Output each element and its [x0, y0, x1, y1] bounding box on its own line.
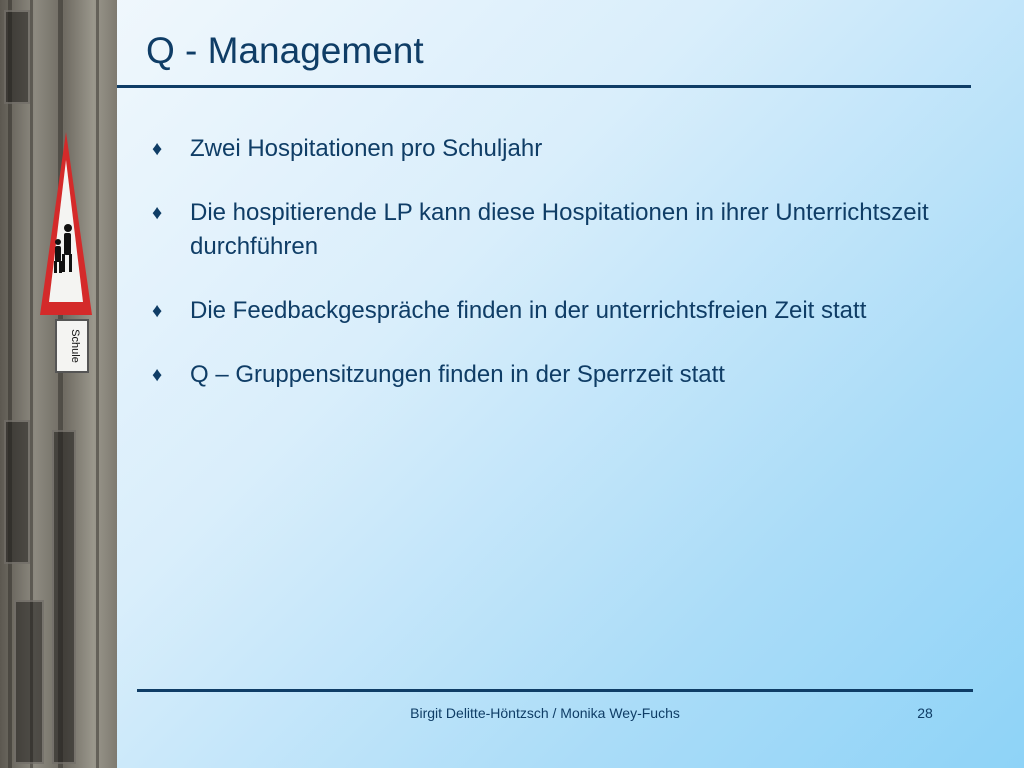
bullet-text: Die hospitierende LP kann diese Hospitationen in ihrer Unterrichtszeit durchführen [190, 199, 929, 260]
footer-divider [137, 689, 973, 692]
bullet-item [150, 196, 950, 264]
bullet-item [150, 358, 950, 392]
bullet-list [150, 132, 950, 392]
page-number: 28 [917, 705, 933, 721]
diamond-bullet-icon: ♦ [152, 300, 163, 322]
window [14, 600, 44, 764]
slide-title: Q - Management [146, 30, 424, 71]
diamond-bullet-icon: ♦ [152, 202, 163, 224]
bullet-text: Zwei Hospitationen pro Schuljahr [190, 135, 543, 162]
diamond-bullet-icon: ♦ [152, 138, 163, 160]
window [4, 10, 30, 104]
bullet-text: Die Feedbackgespräche finden in der unterrichtsfreien Zeit statt [190, 297, 867, 324]
school-plate-text: Schule [69, 329, 81, 363]
title-divider [117, 85, 971, 88]
school-building-photo [0, 0, 117, 768]
school-warning-sign [38, 130, 94, 375]
diamond-bullet-icon: ♦ [152, 364, 163, 386]
bullet-item [150, 132, 950, 166]
footer-authors: Birgit Delitte-Höntzsch / Monika Wey-Fuchs [410, 705, 680, 721]
bullet-text: Q – Gruppensitzungen finden in der Sperrzeit statt [190, 361, 725, 388]
bullet-item [150, 294, 950, 328]
window [4, 420, 30, 564]
window [52, 430, 76, 764]
